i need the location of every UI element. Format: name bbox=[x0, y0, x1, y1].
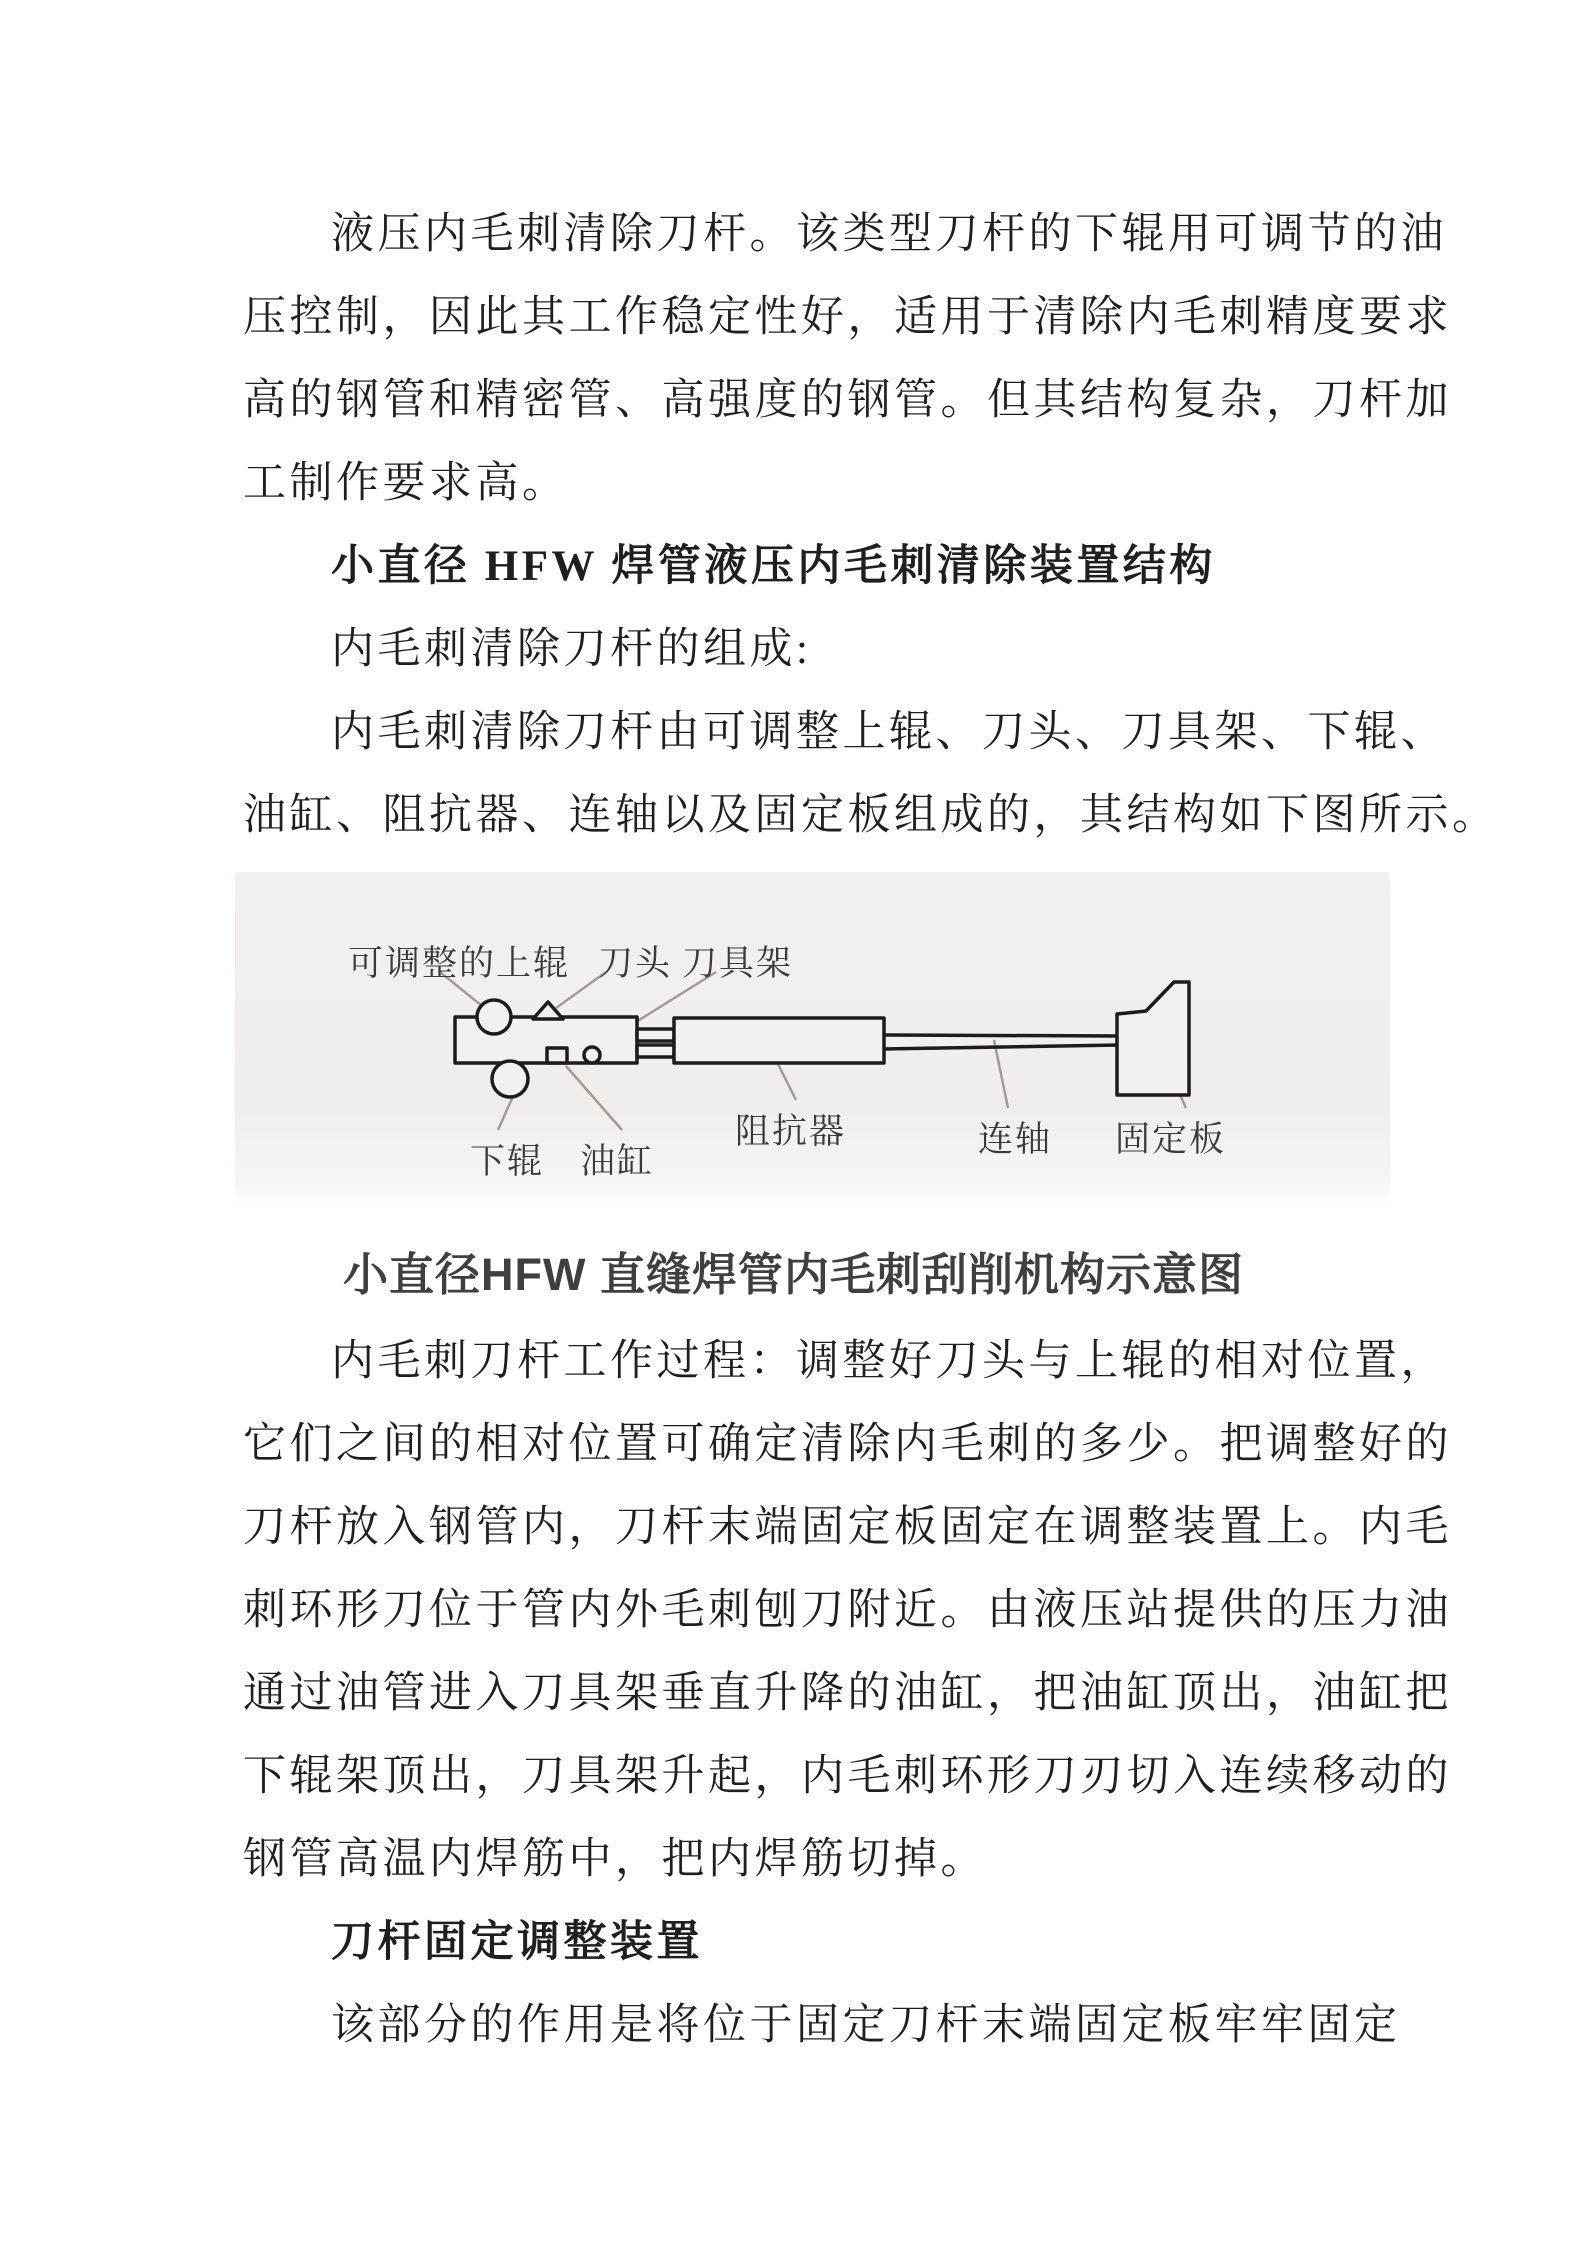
connector-pin-shape bbox=[637, 1045, 674, 1057]
label-connecting-shaft: 连轴 bbox=[978, 1120, 1053, 1159]
cutter-head-shape bbox=[533, 1002, 563, 1019]
leader-line bbox=[498, 1094, 514, 1130]
text-line: 油缸、阻抗器、连轴以及固定板组成的，其结构如下图所示。 bbox=[243, 792, 1499, 839]
upper-text-block bbox=[243, 193, 1499, 857]
shaft-bottom-line bbox=[884, 1045, 1120, 1049]
text-line: 通过油管进入刀具架垂直升降的油缸，把油缸顶出，油缸把 bbox=[243, 1670, 1452, 1717]
shaft-top-line bbox=[884, 1035, 1120, 1036]
text-line: 它们之间的相对位置可确定清除内毛刺的多少。把调整好的 bbox=[243, 1421, 1452, 1468]
label-oil-cylinder: 油缸 bbox=[580, 1142, 655, 1181]
text-line: 内毛刺清除刀杆由可调整上辊、刀头、刀具架、下辊、 bbox=[331, 709, 1447, 756]
text-line: 刺环形刀位于管内外毛刺刨刀附近。由液压站提供的压力油 bbox=[243, 1587, 1452, 1634]
leader-line bbox=[566, 1066, 622, 1130]
section-heading-2: 刀杆固定调整装置 bbox=[331, 1919, 703, 1966]
connector-pin-shape bbox=[637, 1029, 674, 1041]
mechanism-schematic bbox=[230, 868, 1395, 1248]
label-lower-roller: 下辊 bbox=[470, 1142, 545, 1181]
label-adjustable-upper-roller: 可调整的上辊 bbox=[348, 944, 571, 983]
text-line: 下辊架顶出，刀具架升起，内毛刺环形刀刃切入连续移动的 bbox=[243, 1753, 1452, 1800]
text-line: 工制作要求高。 bbox=[243, 460, 569, 507]
text-line: 内毛刺刀杆工作过程：调整好刀头与上辊的相对位置， bbox=[331, 1338, 1447, 1385]
label-cutter-head: 刀头 bbox=[598, 944, 673, 983]
section-heading-1: 小直径 HFW 焊管液压内毛刺清除装置结构 bbox=[331, 543, 1216, 590]
fixing-plate-shape bbox=[1117, 982, 1189, 1095]
figure-caption: 小直径HFW 直缝焊管内毛刺刮削机构示意图 bbox=[343, 1249, 1244, 1300]
text-line: 刀杆放入钢管内，刀杆末端固定板固定在调整装置上。内毛 bbox=[243, 1504, 1452, 1551]
text-line: 该部分的作用是将位于固定刀杆末端固定板牢牢固定 bbox=[331, 2002, 1401, 2049]
upper-roller-shape bbox=[477, 1000, 511, 1034]
text-line: 内毛刺清除刀杆的组成: bbox=[331, 626, 812, 673]
pin-circle-shape bbox=[584, 1047, 600, 1063]
leader-line bbox=[994, 1040, 1008, 1108]
figure-diagram bbox=[230, 868, 1395, 1248]
impedor-shape bbox=[674, 1018, 884, 1063]
oil-cylinder-shape bbox=[547, 1048, 567, 1063]
lower-text-block bbox=[243, 1320, 1452, 2067]
text-line: 钢管高温内焊筋中，把内焊筋切掉。 bbox=[243, 1836, 987, 1883]
label-tool-holder: 刀具架 bbox=[682, 944, 794, 983]
text-line: 液压内毛刺清除刀杆。该类型刀杆的下辊用可调节的油 bbox=[331, 211, 1447, 258]
label-impedor: 阻抗器 bbox=[735, 1112, 847, 1151]
lower-roller-shape bbox=[492, 1061, 528, 1097]
text-line: 压控制，因此其工作稳定性好，适用于清除内毛刺精度要求 bbox=[243, 294, 1452, 341]
label-fixing-plate: 固定板 bbox=[1115, 1120, 1227, 1159]
text-line: 高的钢管和精密管、高强度的钢管。但其结构复杂，刀杆加 bbox=[243, 377, 1452, 424]
